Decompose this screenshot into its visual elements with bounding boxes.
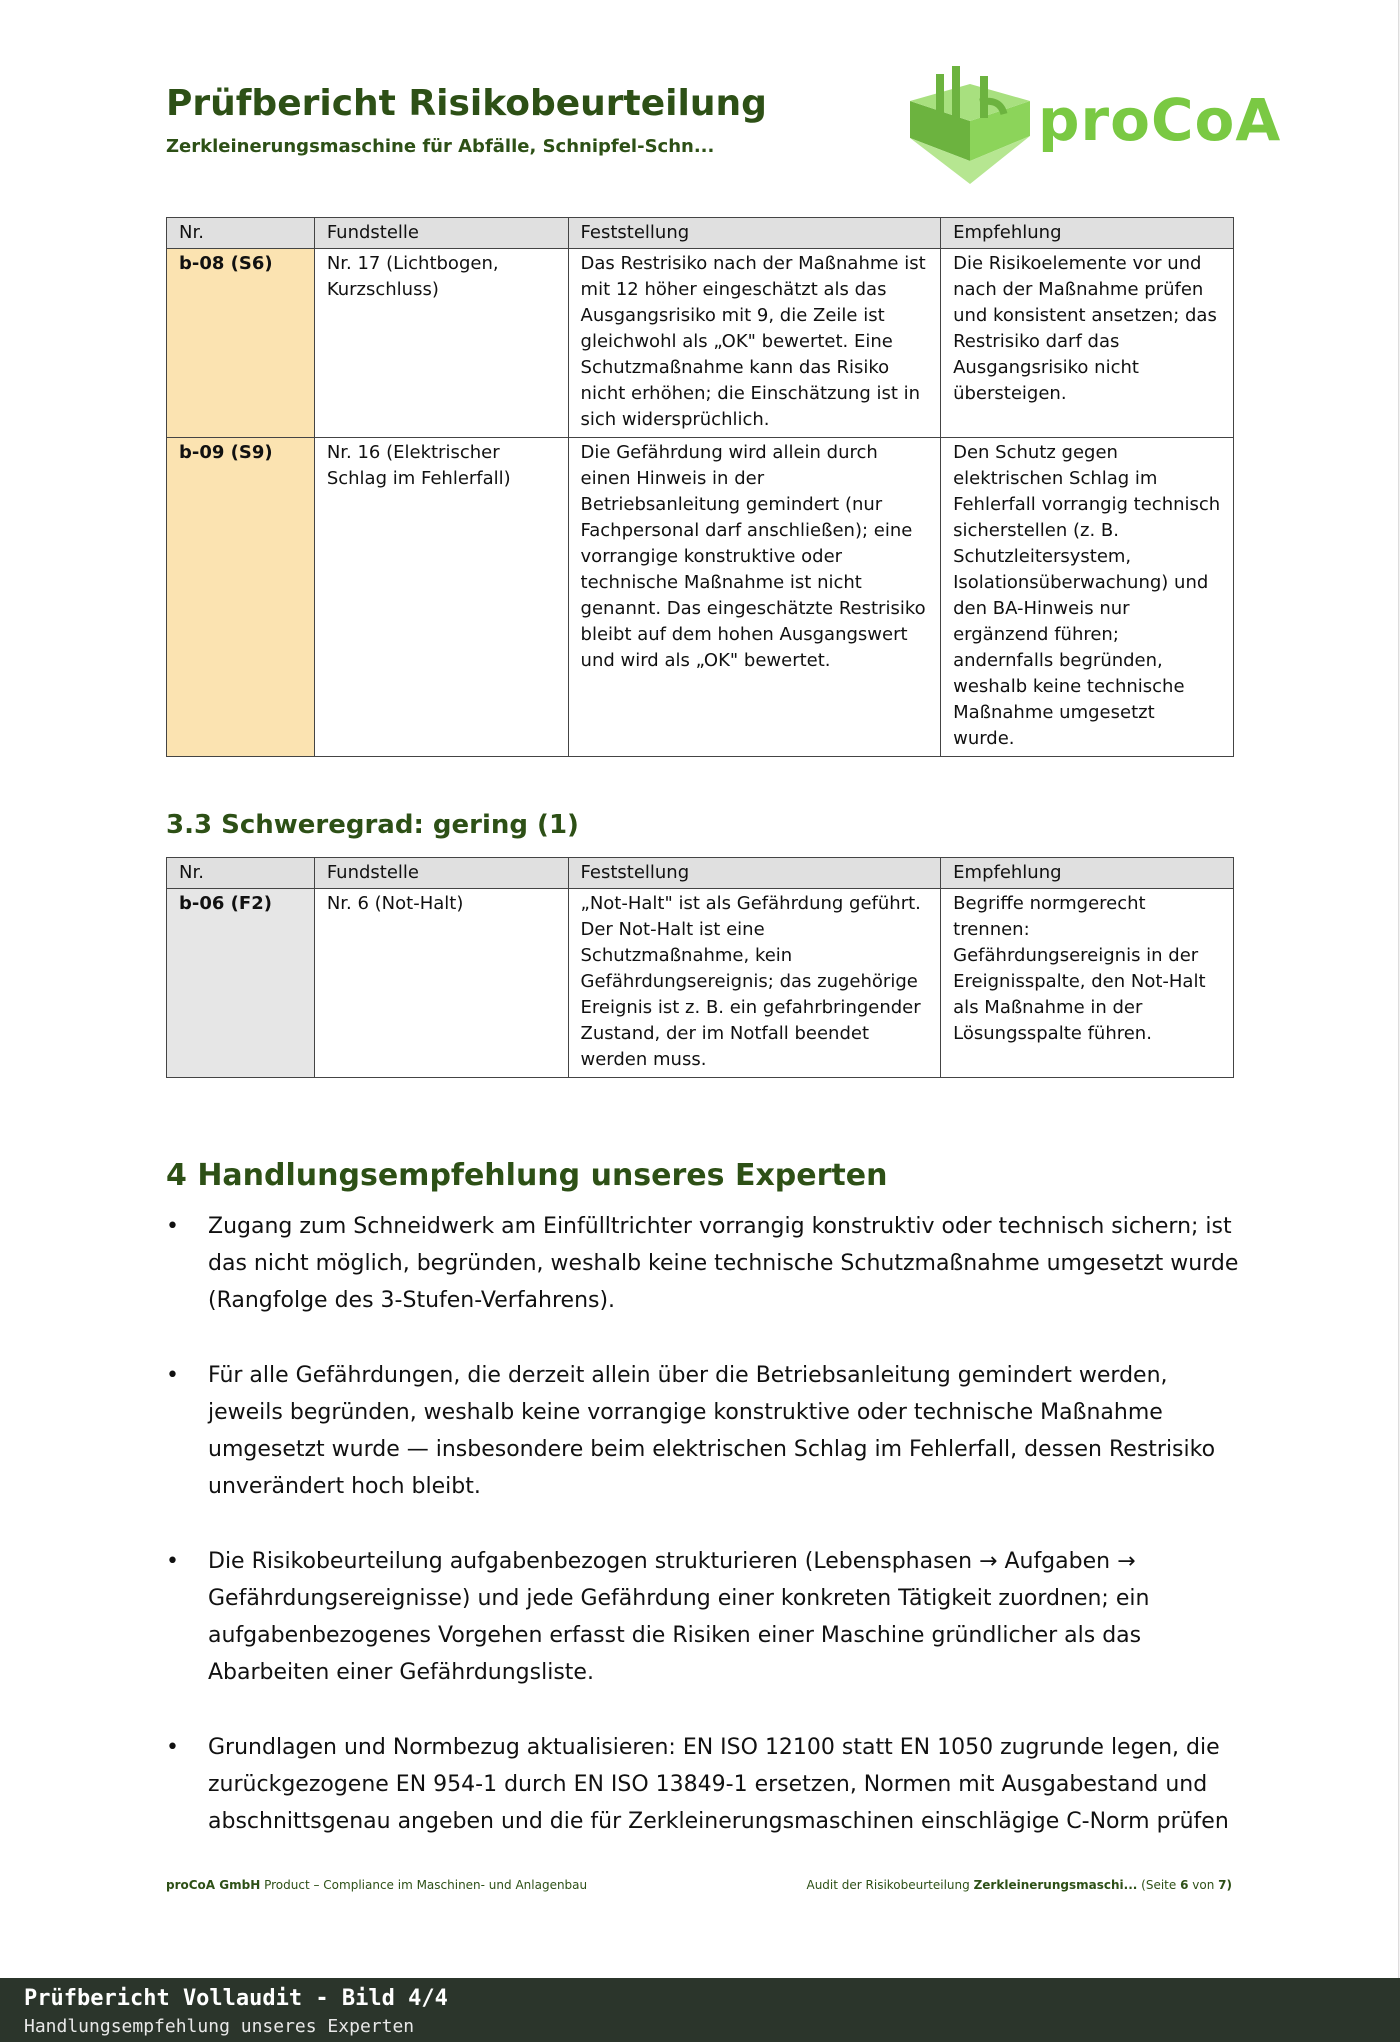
finding-reference: Nr. 16 (Elektrischer Schlag im Fehlerfall) bbox=[314, 438, 568, 757]
footer-company-name: proCoA GmbH bbox=[166, 1878, 261, 1892]
caption-bar bbox=[0, 1978, 1400, 2042]
table-header-row bbox=[167, 858, 1234, 889]
report-subtitle: Zerkleinerungsmaschine für Abfälle, Schnipfel-Schn... bbox=[166, 136, 715, 157]
bullet-icon: • bbox=[166, 1363, 179, 1388]
logo-mark-icon bbox=[900, 66, 1040, 186]
finding-observation: „Not-Halt" ist als Gefährdung geführt. Der Not-Halt ist eine Schutzmaßnahme, kein Gefährdungsereignis; das zugehörige Ereignis ist z. B. ein gefahrbringender Zustand, der im Notfall beendet werden muss. bbox=[568, 889, 941, 1078]
footer-tagline: Product – Compliance im Maschinen- und Anlagenbau bbox=[264, 1878, 588, 1892]
col-header-empfehlung: Empfehlung bbox=[941, 858, 1234, 889]
bullet-icon: • bbox=[166, 1735, 179, 1760]
footer-page-info bbox=[806, 1878, 1232, 1892]
caption-title: Prüfbericht Vollaudit - Bild 4/4 bbox=[24, 1986, 448, 2011]
footer-page-current: 6 bbox=[1180, 1878, 1189, 1892]
list-item bbox=[166, 1357, 1246, 1505]
finding-reference: Nr. 6 (Not-Halt) bbox=[314, 889, 568, 1078]
col-header-fundstelle: Fundstelle bbox=[314, 218, 568, 249]
finding-reference: Nr. 17 (Lichtbogen, Kurzschluss) bbox=[314, 249, 568, 438]
footer-page-total: 7) bbox=[1218, 1878, 1232, 1892]
recommendation-text: Für alle Gefährdungen, die derzeit allein über die Betriebsanleitung gemindert werden, jeweils begründen, weshalb keine vorrangige konstruktive oder technische Maßnahme umgesetzt wurde — insbesondere beim elektrischen Schlag im Fehlerfall, dessen Restrisiko unverändert hoch bleibt. bbox=[208, 1363, 1216, 1499]
footer-audit-subject: Zerkleinerungsmaschi... bbox=[973, 1878, 1138, 1892]
recommendation-text: Die Risikobeurteilung aufgabenbezogen strukturieren (Lebensphasen → Aufgaben → Gefährdungsereignisse) und jede Gefährdung einer konkreten Tätigkeit zuordnen; ein aufgabenbezogenes Vorgehen erfasst die Risiken einer Maschine gründlicher als das Abarbeiten einer Gefährdungsliste. bbox=[208, 1549, 1150, 1685]
table-header-row bbox=[167, 218, 1234, 249]
list-item bbox=[166, 1543, 1246, 1691]
footer-audit-prefix: Audit der Risikobeurteilung bbox=[806, 1878, 970, 1892]
finding-observation: Die Gefährdung wird allein durch einen Hinweis in der Betriebsanleitung gemindert (nur Fachpersonal darf anschließen); eine vorrangige konstruktive oder technische Maßnahme ist nicht genannt. Das eingeschätzte Restrisiko bleibt auf dem hohen Ausgangswert und wird als „OK" bewertet. bbox=[568, 438, 941, 757]
col-header-empfehlung: Empfehlung bbox=[941, 218, 1234, 249]
finding-recommendation: Die Risikoelemente vor und nach der Maßnahme prüfen und konsistent ansetzen; das Restrisiko darf das Ausgangsrisiko nicht übersteigen. bbox=[941, 249, 1234, 438]
recommendation-text: Grundlagen und Normbezug aktualisieren: EN ISO 12100 statt EN 1050 zugrunde legen, die zurückgezogene EN 954-1 durch EN ISO 13849-1 ersetzen, Normen mit Ausgabestand und abschnittsgenau angeben und die für Zerkleinerungsmaschinen einschlägige C-Norm prüfen bbox=[208, 1735, 1229, 1834]
col-header-nr: Nr. bbox=[167, 218, 315, 249]
caption-subtitle: Handlungsempfehlung unseres Experten bbox=[24, 2016, 415, 2037]
bullet-icon: • bbox=[166, 1214, 179, 1239]
list-item bbox=[166, 1729, 1246, 1840]
list-item bbox=[166, 1208, 1246, 1319]
table-row bbox=[167, 889, 1234, 1078]
bullet-icon: • bbox=[166, 1549, 179, 1574]
recommendation-list bbox=[166, 1208, 1246, 1878]
footer-page-sep: von bbox=[1192, 1878, 1215, 1892]
col-header-feststellung: Feststellung bbox=[568, 218, 941, 249]
section-heading-recommendations: 4 Handlungsempfehlung unseres Experten bbox=[166, 1158, 888, 1193]
finding-recommendation: Begriffe normgerecht trennen: Gefährdungsereignis in der Ereignisspalte, den Not-Halt als Maßnahme in der Lösungsspalte führen. bbox=[941, 889, 1234, 1078]
col-header-fundstelle: Fundstelle bbox=[314, 858, 568, 889]
finding-id: b-08 (S6) bbox=[167, 249, 315, 438]
section-heading-severity-low: 3.3 Schweregrad: gering (1) bbox=[166, 810, 579, 840]
footer-page-prefix: (Seite bbox=[1141, 1878, 1177, 1892]
finding-id: b-06 (F2) bbox=[167, 889, 315, 1078]
procoa-logo bbox=[900, 66, 1282, 186]
finding-observation: Das Restrisiko nach der Maßnahme ist mit 12 höher eingeschätzt als das Ausgangsrisiko mit 9, die Zeile ist gleichwohl als „OK" bewertet. Eine Schutzmaßnahme kann das Risiko nicht erhöhen; die Einschätzung ist in sich widersprüchlich. bbox=[568, 249, 941, 438]
findings-table-high bbox=[166, 217, 1234, 757]
footer-company bbox=[166, 1878, 587, 1892]
col-header-feststellung: Feststellung bbox=[568, 858, 941, 889]
table-row bbox=[167, 249, 1234, 438]
report-title: Prüfbericht Risikobeurteilung bbox=[166, 83, 767, 124]
recommendation-text: Zugang zum Schneidwerk am Einfülltrichter vorrangig konstruktiv oder technisch sichern; ist das nicht möglich, begründen, weshalb keine technische Schutzmaßnahme umgesetzt wurde (Rangfolge des 3-Stufen-Verfahrens). bbox=[208, 1214, 1239, 1313]
logo-text: proCoA bbox=[1038, 86, 1282, 154]
finding-id: b-09 (S9) bbox=[167, 438, 315, 757]
table-row bbox=[167, 438, 1234, 757]
col-header-nr: Nr. bbox=[167, 858, 315, 889]
finding-recommendation: Den Schutz gegen elektrischen Schlag im Fehlerfall vorrangig technisch sicherstellen (z. B. Schutzleitersystem, Isolationsüberwachung) und den BA-Hinweis nur ergänzend führen; andernfalls begründen, weshalb keine technische Maßnahme umgesetzt wurde. bbox=[941, 438, 1234, 757]
findings-table-low bbox=[166, 857, 1234, 1078]
